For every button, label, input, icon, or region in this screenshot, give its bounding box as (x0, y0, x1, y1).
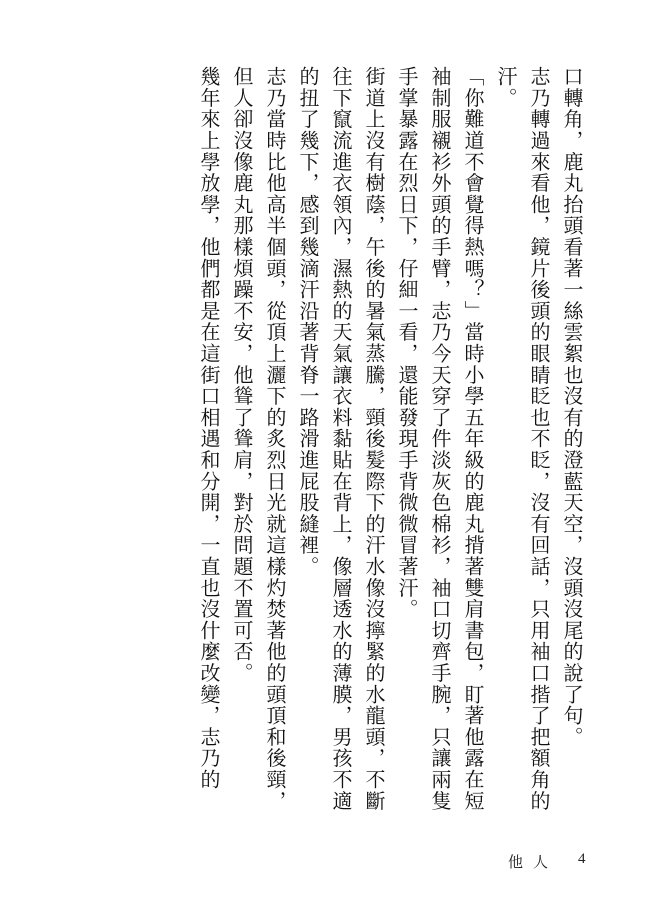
vertical-text-body (192, 66, 588, 826)
paragraph: 口轉角，鹿丸抬頭看著一絲雲絮也沒有的澄藍天空，沒頭沒尾的說了句。 (560, 66, 584, 748)
paragraph: 志乃轉過來看他，鏡片後頭的眼睛眨也不眨，沒有回話，只用袖口揩了把額角的汗。 (494, 66, 551, 812)
running-title: 他人 (508, 853, 559, 871)
page-footer (0, 849, 650, 873)
paragraph: 幾年來上學放學，他們都是在這街口相遇和分開，一直也沒什麼改變，志乃的 (197, 66, 221, 791)
paragraph: 街道上沒有樹蔭，午後的暑氣蒸騰，頸後髮際下的汗水像沒擰緊的水龍頭，不斷往下竄流進衣領內，濕熱的天氣讓衣料黏貼在背上，像層透水的薄膜，男孩不適的扭了幾下，感到幾滴汗沿著背脊一路滑進屁股縫裡。 (296, 66, 386, 812)
page-number: 4 (578, 851, 586, 867)
paragraph: 「你難道不會覺得熱嗎？」當時小學五年級的鹿丸揹著雙肩書包，盯著他露在短袖制服襯衫外頭的手臂，志乃今天穿了件淡灰色棉衫，袖口切齊手腕，只讓兩隻手掌暴露在烈日下，仔細一看，還能發現手背微微冒著汗。 (395, 66, 485, 812)
paragraph: 志乃當時比他高半個頭，從頂上灑下的炙烈日光就這樣灼焚著他的頭頂和後頸，但人卻沒像鹿丸那樣煩躁不安，他聳了聳肩，對於問題不置可否。 (230, 66, 287, 812)
